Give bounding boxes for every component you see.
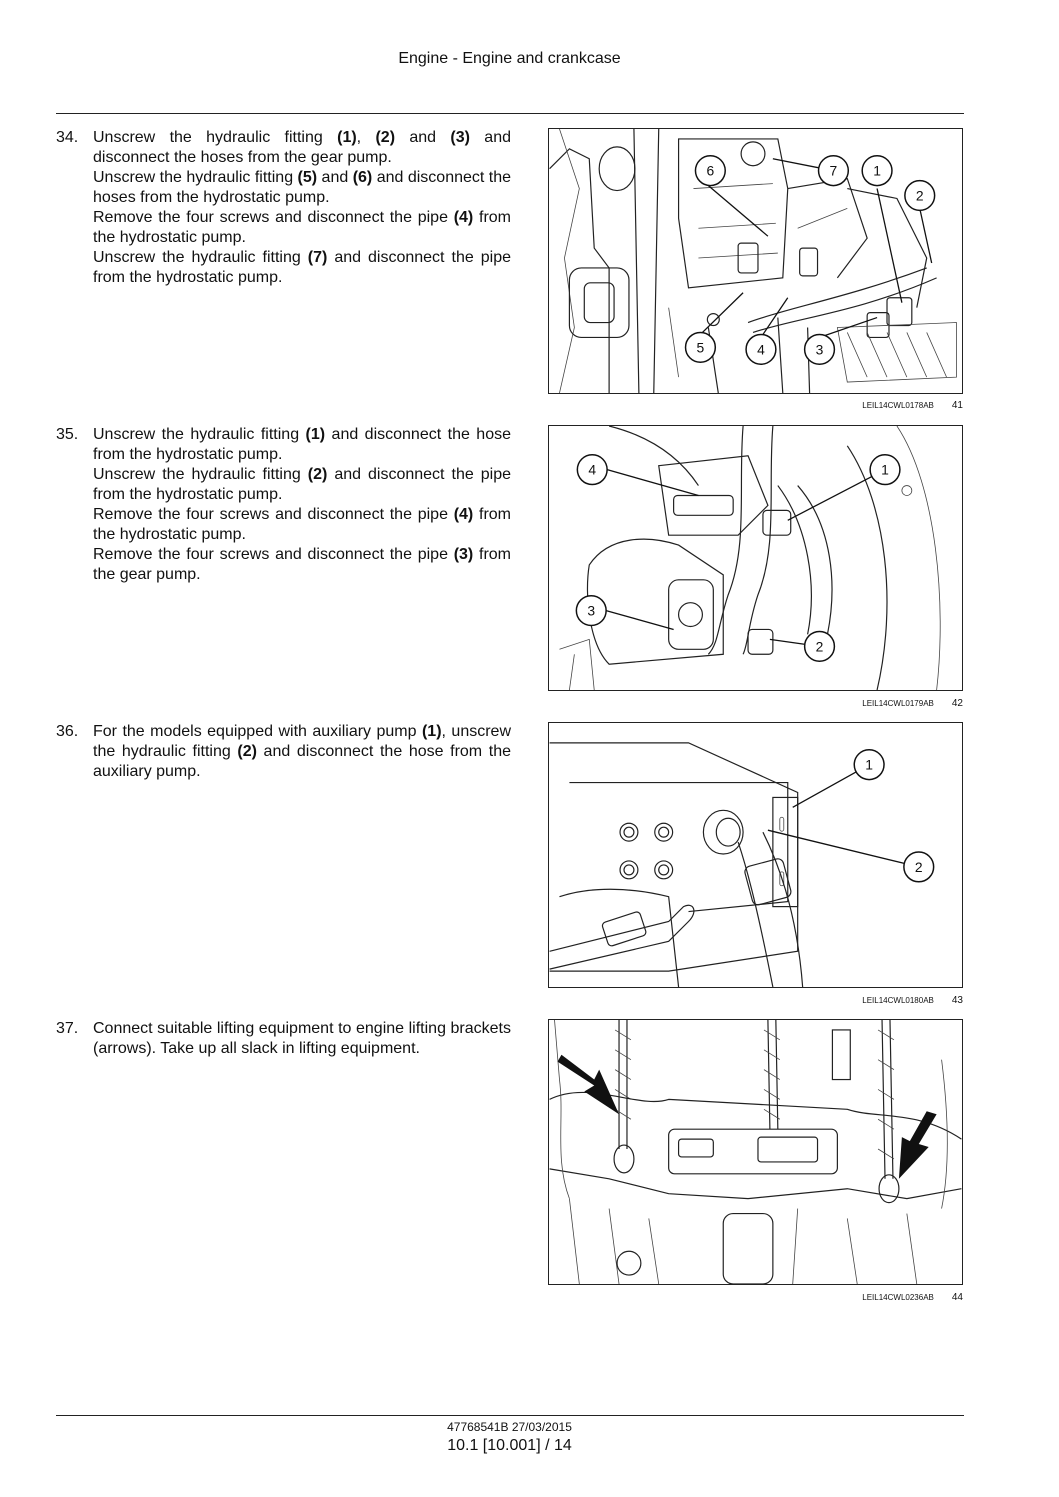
svg-text:4: 4 — [588, 461, 597, 478]
callout-7 — [819, 156, 849, 186]
figure-41 — [548, 128, 963, 394]
footer-document-id: 47768541B 27/03/2015 — [447, 1420, 572, 1434]
figure-number: 41 — [951, 400, 963, 411]
auxiliary-pump-illustration — [549, 723, 962, 987]
callout-2 — [905, 181, 935, 211]
figure-number: 43 — [951, 995, 963, 1006]
lifting-arrow-right — [899, 1111, 937, 1178]
item-reference: (3) — [453, 546, 474, 563]
step-paragraph: Unscrew the hydraulic fitting (1) and disconnect the hose from the hydrostatic pump. — [93, 426, 511, 463]
step-number: 36. — [56, 723, 79, 740]
svg-text:7: 7 — [829, 162, 838, 179]
figure-42-caption — [548, 698, 963, 709]
item-reference: (4) — [453, 506, 474, 523]
footer-rule — [56, 1415, 964, 1416]
item-reference: (2) — [237, 743, 257, 760]
svg-text:3: 3 — [587, 602, 596, 619]
item-reference: (1) — [305, 426, 326, 443]
item-reference: (3) — [450, 129, 470, 146]
item-reference: (7) — [307, 249, 328, 266]
step-paragraph: Unscrew the hydraulic fitting (5) and (6) and disconnect the hoses from the hydrostatic pump. — [93, 169, 512, 206]
step-number: 34. — [56, 129, 79, 146]
step-paragraph: For the models equipped with auxiliary pump (1), unscrew the hydraulic fitting (2) and disconnect the hose from the auxiliary pump. — [93, 723, 512, 780]
engine-lifting-illustration — [549, 1020, 962, 1284]
step-paragraph: Unscrew the hydraulic fitting (2) and disconnect the pipe from the hydrostatic pump. — [93, 466, 511, 503]
callout-2 — [904, 852, 934, 882]
figure-code: LEIL14CWL0236AB — [862, 1293, 934, 1302]
svg-text:3: 3 — [815, 341, 824, 358]
step-text — [93, 1019, 511, 1059]
step-text — [93, 722, 511, 782]
svg-text:4: 4 — [757, 341, 765, 358]
figure-42 — [548, 425, 963, 691]
lifting-arrow-left — [558, 1055, 620, 1115]
figure-number: 42 — [951, 698, 963, 709]
figure-code: LEIL14CWL0179AB — [862, 699, 934, 708]
svg-text:5: 5 — [696, 339, 705, 356]
step-35 — [56, 425, 511, 585]
figure-code: LEIL14CWL0178AB — [862, 401, 934, 410]
svg-text:1: 1 — [873, 162, 881, 179]
step-37 — [56, 1019, 511, 1059]
item-reference: (6) — [352, 169, 373, 186]
hydraulic-fittings-illustration — [549, 129, 962, 393]
figure-43-caption — [548, 995, 963, 1006]
footer-page-number: 10.1 [10.001] / 14 — [447, 1437, 572, 1454]
svg-text:2: 2 — [915, 187, 924, 204]
step-paragraph: Remove the four screws and disconnect the pipe (3) from the gear pump. — [93, 546, 511, 583]
step-36 — [56, 722, 511, 782]
step-paragraph: Unscrew the hydraulic fitting (1), (2) and (3) and disconnect the hoses from the gear pump. — [93, 129, 512, 166]
figure-code: LEIL14CWL0180AB — [862, 996, 934, 1005]
item-reference: (4) — [453, 209, 474, 226]
item-reference: (1) — [421, 723, 442, 740]
svg-text:2: 2 — [815, 638, 824, 655]
step-34 — [56, 128, 511, 288]
step-text — [93, 425, 511, 585]
callout-1 — [854, 750, 884, 780]
callout-5 — [686, 332, 716, 362]
step-paragraph: Connect suitable lifting equipment to engine lifting brackets (arrows). Take up all slack in lifting equipment. — [93, 1020, 511, 1057]
callout-1 — [862, 156, 892, 186]
header-rule — [56, 113, 964, 114]
figure-44-caption — [548, 1292, 963, 1303]
step-paragraph: Remove the four screws and disconnect the pipe (4) from the hydrostatic pump. — [93, 209, 511, 246]
figure-number: 44 — [951, 1292, 963, 1303]
svg-text:6: 6 — [706, 162, 715, 179]
step-text — [93, 128, 511, 288]
figure-43 — [548, 722, 963, 988]
figure-41-caption — [548, 400, 963, 411]
callout-4 — [746, 334, 776, 364]
callout-6 — [695, 156, 725, 186]
callout-3 — [576, 596, 606, 626]
callout-3 — [805, 334, 835, 364]
step-paragraph: Remove the four screws and disconnect the pipe (4) from the hydrostatic pump. — [93, 506, 511, 543]
hydrostatic-pump-illustration — [549, 426, 962, 690]
callout-4 — [577, 455, 607, 485]
callout-1 — [870, 455, 900, 485]
figure-44 — [548, 1019, 963, 1285]
item-reference: (1) — [337, 129, 357, 146]
item-reference: (5) — [297, 169, 318, 186]
step-number: 37. — [56, 1020, 79, 1037]
page-header-title: Engine - Engine and crankcase — [398, 50, 621, 67]
svg-text:1: 1 — [865, 756, 873, 773]
svg-text:1: 1 — [881, 461, 889, 478]
item-reference: (2) — [307, 466, 328, 483]
step-paragraph: Unscrew the hydraulic fitting (7) and disconnect the pipe from the hydrostatic pump. — [93, 249, 511, 286]
callout-2 — [805, 631, 835, 661]
item-reference: (2) — [375, 129, 396, 146]
svg-text:2: 2 — [914, 858, 923, 875]
step-number: 35. — [56, 426, 79, 443]
